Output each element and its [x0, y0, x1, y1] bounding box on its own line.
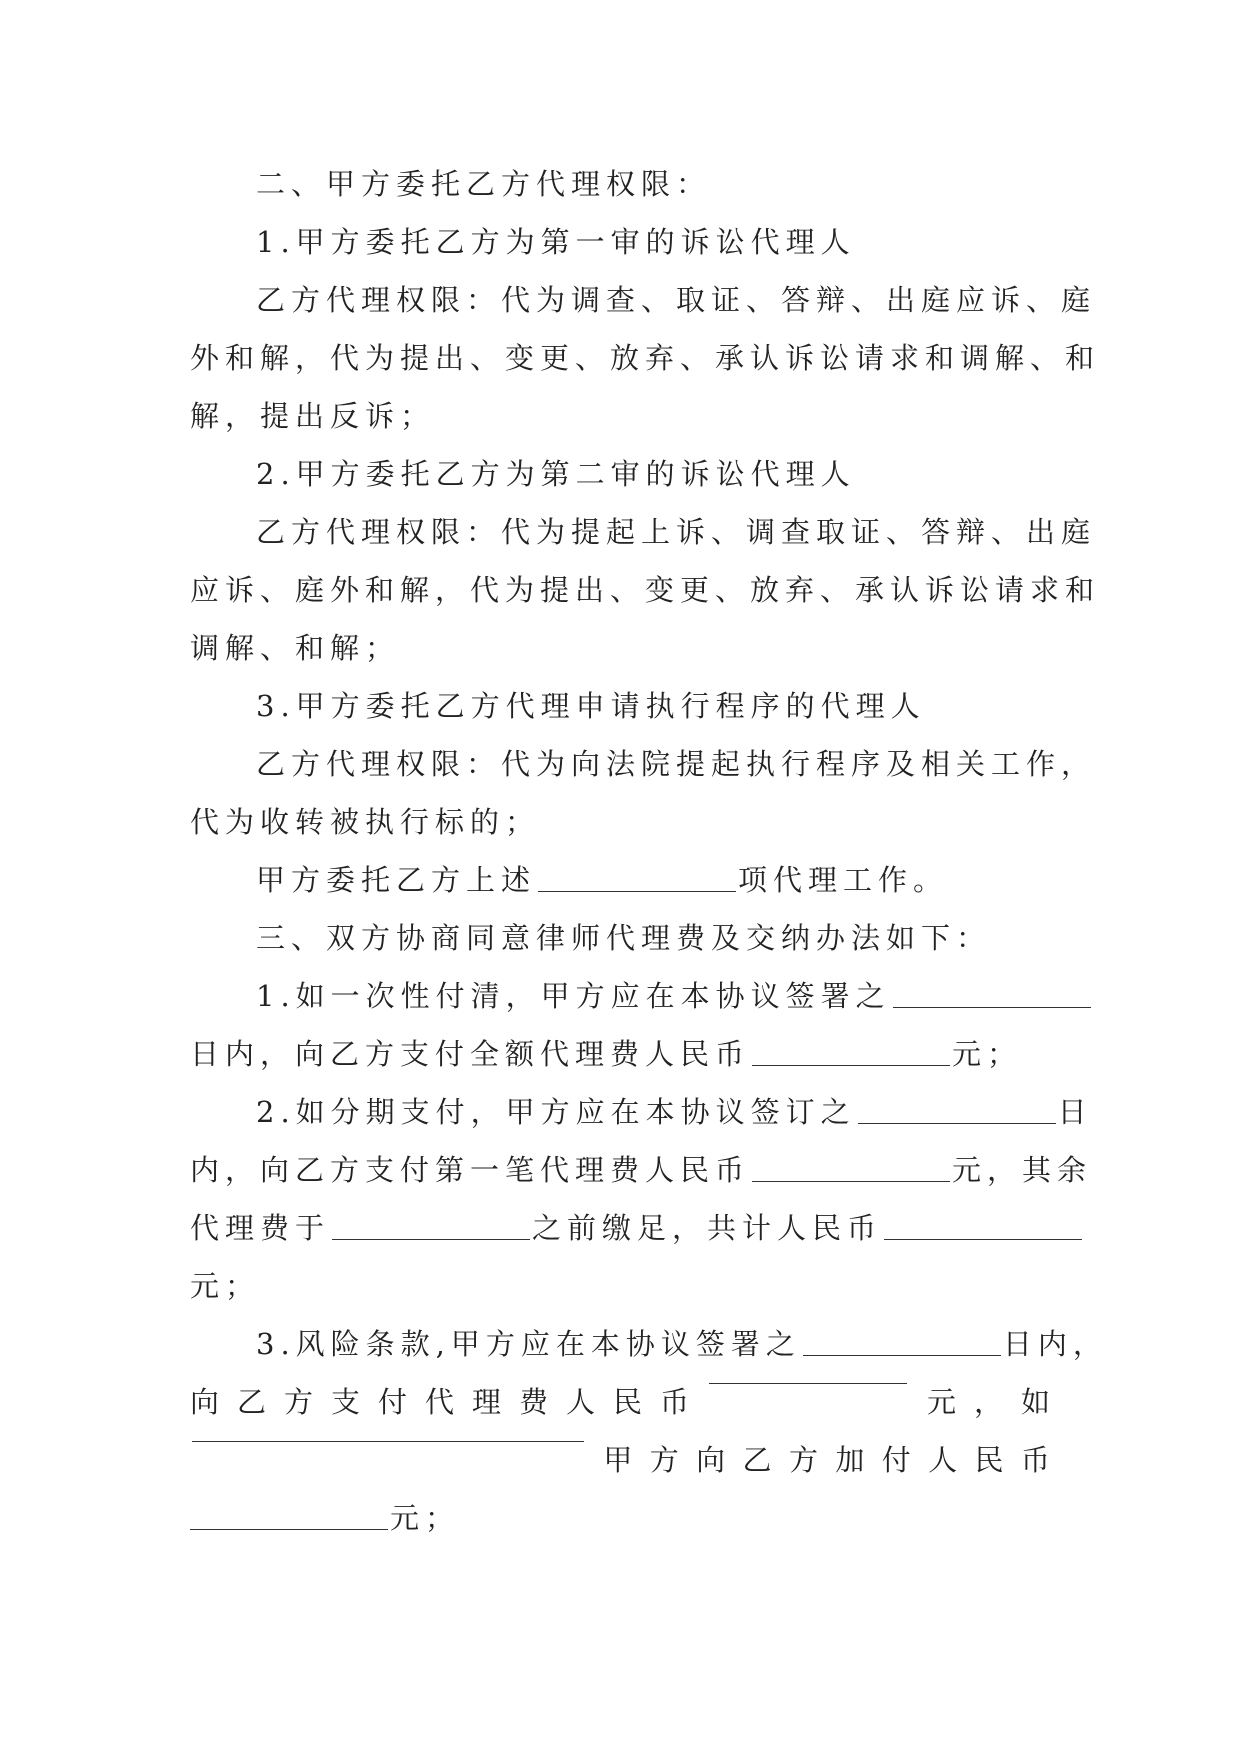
section-heading-3: 三、双方协商同意律师代理费及交纳办法如下：: [256, 921, 992, 955]
clause-3-3-text: 元；: [390, 1501, 461, 1535]
char: ，: [973, 1385, 1003, 1419]
clause-3-2-text: 2.如分期支付，甲方应在本协议签订之: [256, 1095, 856, 1129]
char: 乙: [742, 1443, 772, 1477]
char: 加: [835, 1443, 865, 1477]
clause-2-2-authority-line-3: 调解、和解；: [190, 631, 401, 665]
clause-2-1-authority-line-1: 乙方代理权限：代为调查、取证、答辩、出庭应诉、庭: [256, 283, 1097, 317]
clause-2-1-authority-line-3: 解，提出反诉；: [190, 399, 436, 433]
clause-3-2-line-3: [190, 1199, 1050, 1257]
clause-2-2-authority-line-1: 乙方代理权限：代为提起上诉、调查取证、答辩、出庭: [256, 515, 1097, 549]
blank-underline[interactable]: [190, 1527, 388, 1530]
char: 付: [881, 1443, 911, 1477]
char: 代: [425, 1385, 455, 1419]
clause-3-1-line-2: [190, 1025, 1050, 1083]
clause-3-3-text: 日内，: [1002, 1327, 1108, 1361]
char: 费: [519, 1385, 549, 1419]
char: 人: [928, 1443, 958, 1477]
clause-3-3-text: 3.风险条款,甲方应在本协议签署之: [256, 1327, 801, 1361]
clause-3-3-line-4: [190, 1489, 1050, 1547]
char: 人: [566, 1385, 596, 1419]
char: 理: [472, 1385, 502, 1419]
char: 方: [284, 1385, 314, 1419]
blank-underline[interactable]: [332, 1237, 530, 1240]
blank-underline[interactable]: [752, 1179, 950, 1182]
char: 民: [974, 1443, 1004, 1477]
blank-underline[interactable]: [752, 1063, 950, 1066]
clause-3-3-line-2: [190, 1373, 1050, 1431]
clause-2-2: 2.甲方委托乙方为第二审的诉讼代理人: [256, 457, 856, 491]
blank-underline[interactable]: [884, 1237, 1082, 1240]
char: 付: [378, 1385, 408, 1419]
clause-3-2-line-2: [190, 1141, 1093, 1199]
blank-underline[interactable]: [858, 1121, 1056, 1124]
char: 如: [1020, 1385, 1050, 1419]
clause-3-2-text: 元，其余: [952, 1153, 1093, 1187]
char: 币: [660, 1385, 690, 1419]
clause-2-1: 1.甲方委托乙方为第一审的诉讼代理人: [256, 225, 856, 259]
char: 元: [926, 1385, 956, 1419]
char: 乙: [237, 1385, 267, 1419]
clause-3-1-text: 元；: [952, 1037, 1023, 1071]
section-heading-2: 二、甲方委托乙方代理权限：: [256, 167, 712, 201]
blank-underline[interactable]: [893, 1005, 1091, 1008]
char: 支: [331, 1385, 361, 1419]
char: 方: [788, 1443, 818, 1477]
clause-3-1-line-1: [190, 967, 1050, 1025]
char: 甲: [603, 1443, 633, 1477]
clause-3-2-text: 内，向乙方支付第一笔代理费人民币: [190, 1153, 751, 1187]
char: 向: [696, 1443, 726, 1477]
clause-3-1-text: 日内，向乙方支付全额代理费人民币: [190, 1037, 751, 1071]
clause-2-3: 3.甲方委托乙方代理申请执行程序的代理人: [256, 689, 926, 723]
scope-line: [190, 851, 1050, 909]
clause-3-2-line-1: [190, 1083, 1093, 1141]
clause-3-2-text: 之前缴足，共计人民币: [532, 1211, 883, 1245]
blank-underline[interactable]: [538, 889, 736, 892]
clause-3-3-line-3: [190, 1431, 1050, 1489]
char: 民: [613, 1385, 643, 1419]
char: 币: [1020, 1443, 1050, 1477]
char: 方: [649, 1443, 679, 1477]
blank-underline[interactable]: [192, 1439, 584, 1442]
clause-3-2-text: 代理费于: [190, 1211, 331, 1245]
blank-underline[interactable]: [709, 1381, 907, 1384]
clause-2-1-authority-line-2: 外和解，代为提出、变更、放弃、承认诉讼请求和调解、和: [190, 341, 1101, 375]
scope-text-after: 项代理工作。: [738, 863, 949, 897]
clause-2-3-authority-line-2: 代为收转被执行标的；: [190, 805, 541, 839]
scope-text-before: 甲方委托乙方上述: [256, 863, 537, 897]
clause-2-3-authority-line-1: 乙方代理权限：代为向法院提起执行程序及相关工作，: [256, 747, 1097, 781]
clause-3-3-line-1: [190, 1315, 1108, 1373]
char: 向: [190, 1385, 220, 1419]
clause-3-2-text: 日: [1057, 1095, 1093, 1129]
clause-3-2-line-4: 元；: [190, 1269, 261, 1303]
clause-2-2-authority-line-2: 应诉、庭外和解，代为提出、变更、放弃、承认诉讼请求和: [190, 573, 1101, 607]
document-body: [190, 155, 1108, 1547]
blank-underline[interactable]: [803, 1353, 1001, 1356]
clause-3-1-text: 1.如一次性付清，甲方应在本协议签署之: [256, 979, 891, 1013]
